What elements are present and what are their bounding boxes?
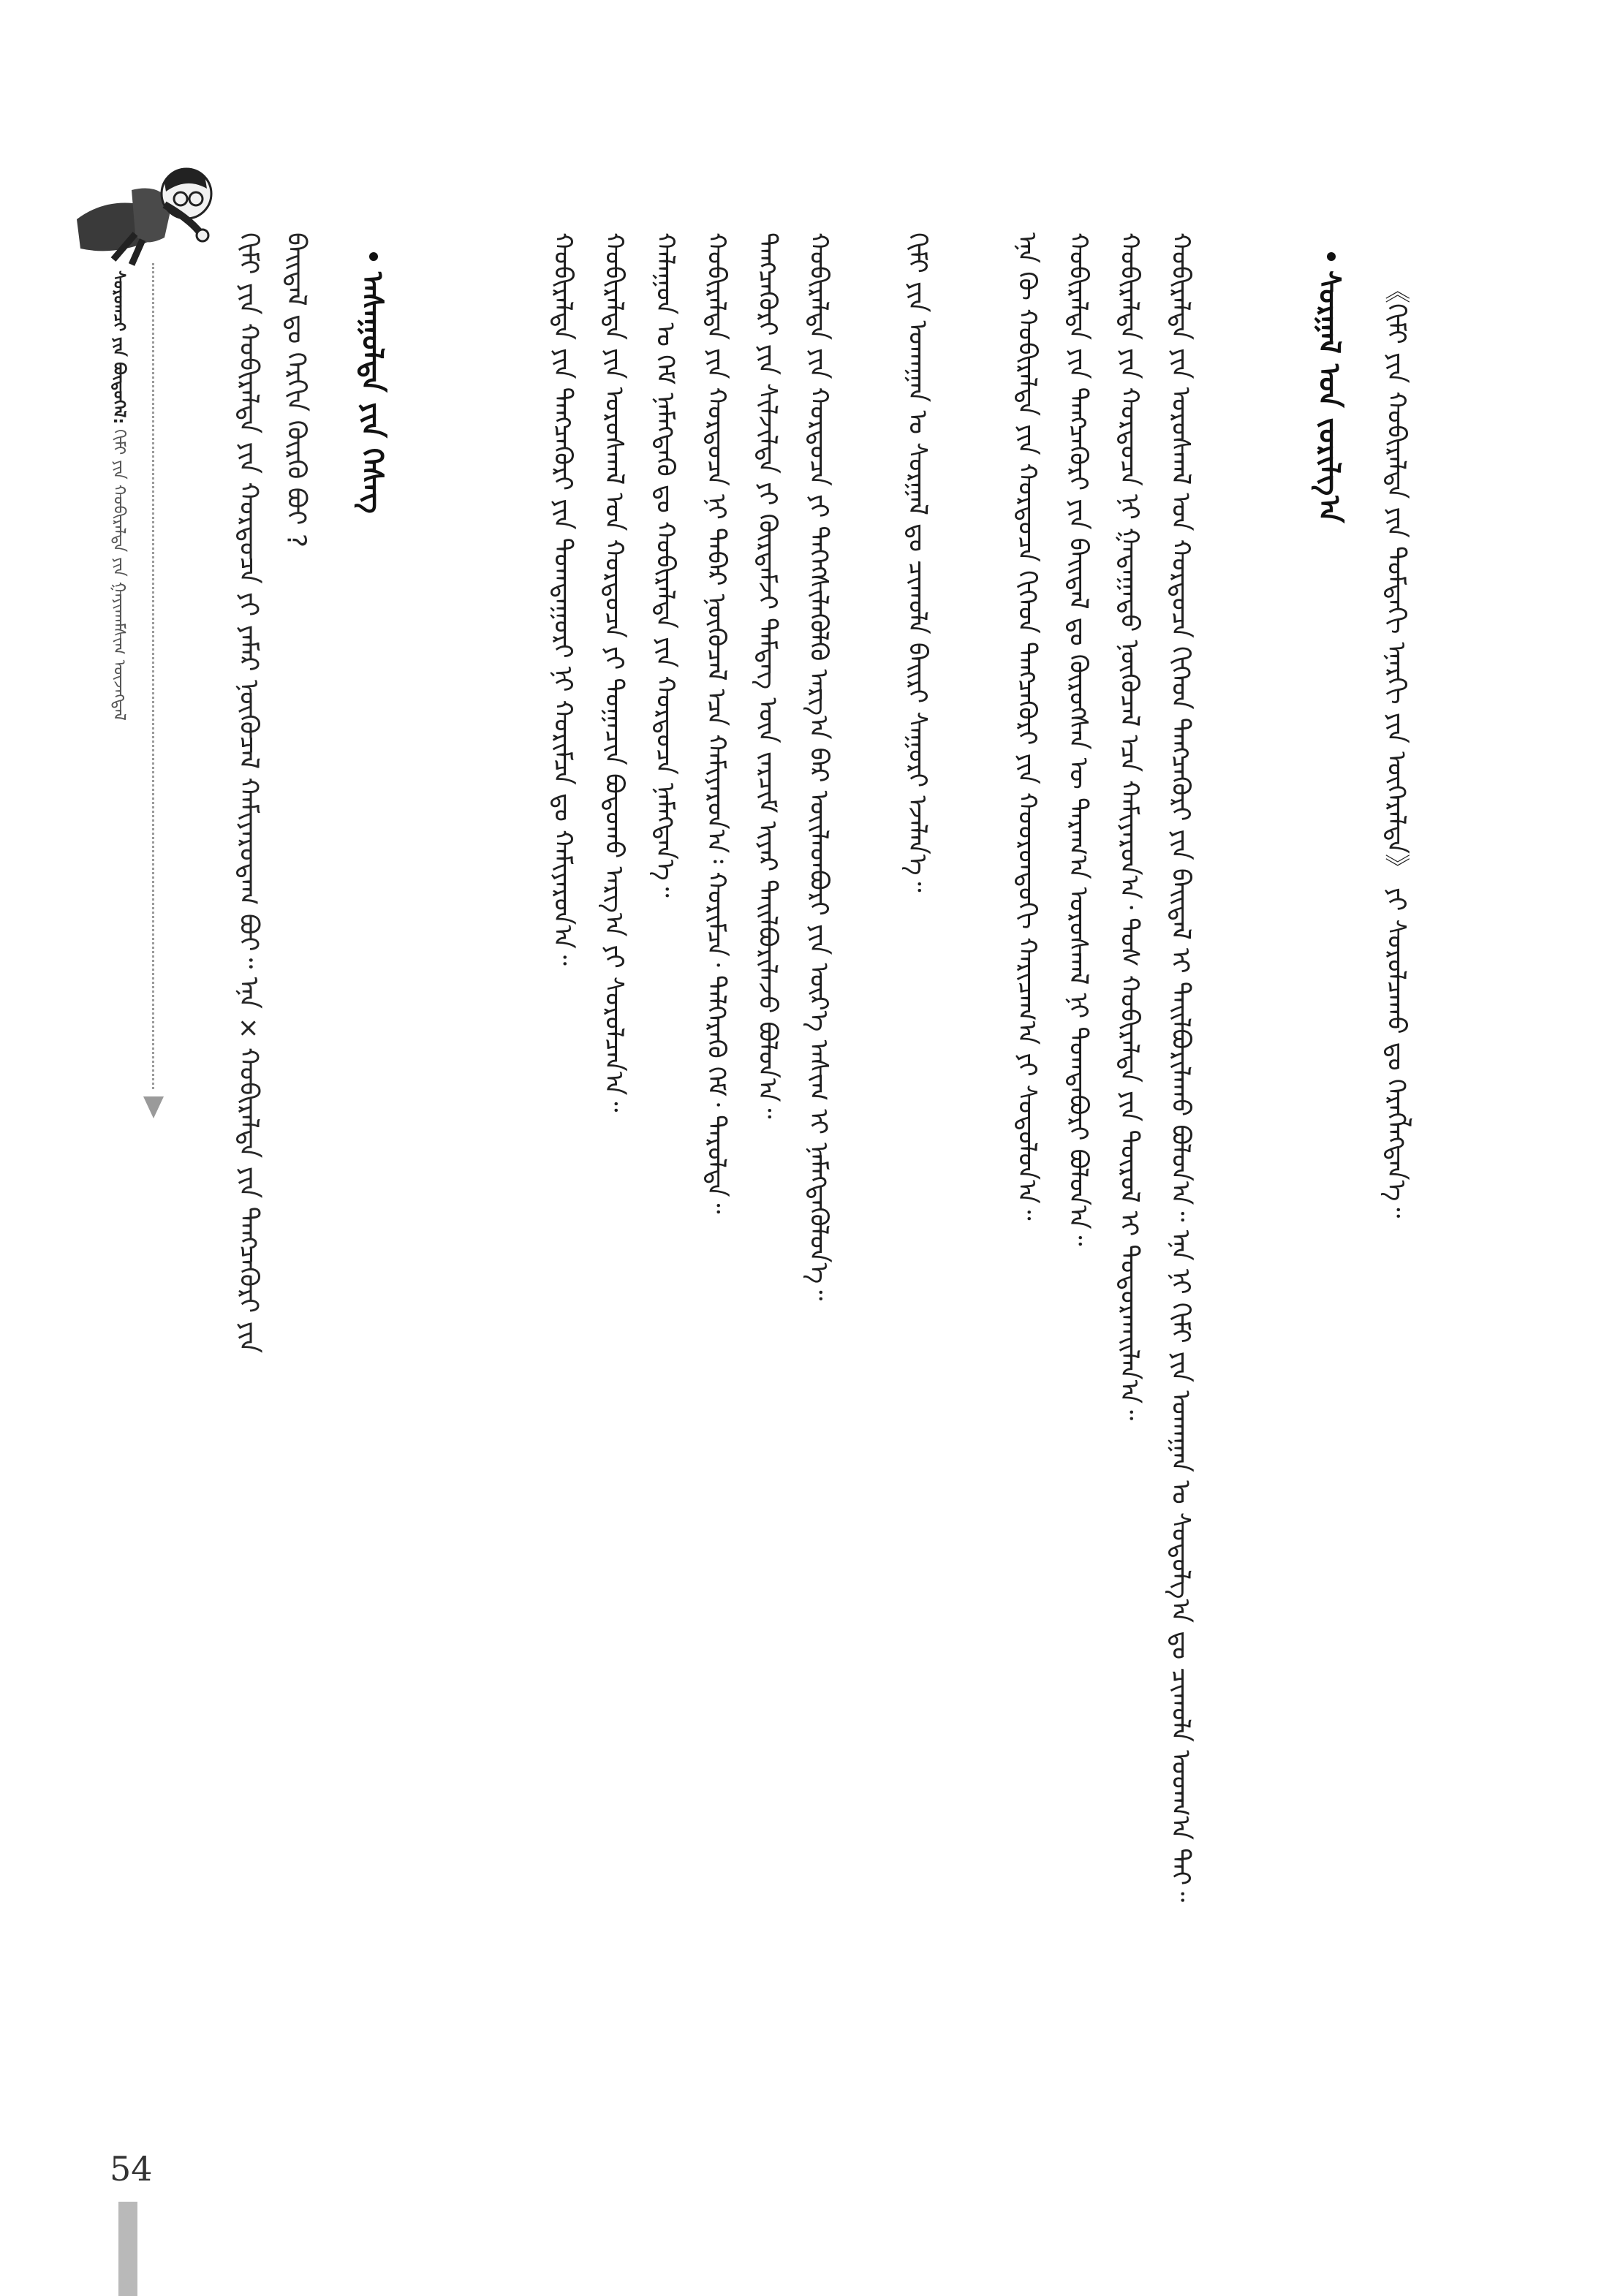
running-header [110, 270, 154, 1089]
page-edge-tab [118, 2202, 137, 2296]
questions-heading: ᠠᠰᠠᠭᠤᠯᠲᠠ ᠶᠢᠨ ᠬᠡᠰᠡᠭ [355, 272, 389, 514]
paragraph-col-5: ᠬᠢᠮᠢ ᠶᠢᠨ ᠤᠬᠠᠭᠠᠨ ᠤ ᠰᠤᠷᠭᠠᠯ ᠳᠤ ᠴᠢᠬᠤᠯᠠ ᠪᠠᠢᠷᠢ ᠰᠠᠭᠤᠷᠢ ᠡᠵᠡᠯᠡᠨ᠎ᠡ᠃ [902, 232, 932, 893]
section-heading-bullet [1327, 252, 1336, 261]
paragraph-col-7: ᠲᠡᠩᠴᠡᠭᠦᠷᠢ ᠶᠢᠨ ᠰᠢᠯᠵᠢᠯᠲᠡ ᠶᠢ ᠬᠦᠷᠲᠡᠮᠵᠢ ᠲᠡᠮᠳᠡᠭ ᠦᠨ ᠵᠠᠷᠴᠢᠮ ᠢᠶᠠᠷ ᠲᠠᠢᠯᠪᠤᠷᠢᠯᠠᠵᠤ ᠪᠣᠯᠤᠨ᠎ᠠ᠃ [752, 232, 782, 1119]
paragraph-col-9: ᠬᠠᠯᠠᠭᠤᠨ ᠤ ᠬᠡᠮ ᠨᠡᠮᠡᠭᠳᠡᠬᠦ ᠳᠤ ᠬᠤᠪᠢᠷᠠᠯᠲᠠ ᠶᠢᠨ ᠬᠤᠷᠳᠤᠴᠠ ᠨᠡᠮᠡᠭᠳᠡᠨ᠎ᠡ᠃ [650, 232, 680, 898]
questions-heading-bullet [369, 252, 378, 261]
question-line-2: ᠪᠠᠢᠳᠠᠯ ᠳᠤ ᠬᠡᠷᠬᠢᠨ ᠬᠦᠷᠬᠦ ᠪᠤᠢ ? [281, 232, 311, 548]
paragraph-col-6: ᠬᠤᠪᠢᠷᠠᠯᠲᠠ ᠶᠢᠨ ᠬᠤᠷᠳᠤᠴᠠ ᠶᠢ ᠳᠡᠭᠡᠭᠰᠢᠯᠡᠭᠦᠯᠬᠦ ᠠᠷᠭ᠎ᠠ ᠪᠠᠷ ᠦᠢᠯᠡᠳᠪᠦᠷᠢ ᠶᠢᠨ ᠦᠷ᠎ᠡ ᠠᠰᠢᠭ ᠢ ᠨᠡᠮᠡᠭᠳᠡᠭᠦᠯᠦᠨ᠎ᠡ᠃ [803, 232, 833, 1301]
paragraph-col-1: ᠬᠤᠪᠢᠷᠠᠯᠲᠠ ᠶᠢᠨ ᠤᠷᠤᠰᠬᠠᠯ ᠤᠨ ᠬᠤᠷᠳᠤᠴᠠ ᠬᠢᠭᠡᠳ ᠲᠡᠩᠴᠡᠭᠦᠷᠢ ᠶᠢᠨ ᠪᠠᠢᠳᠠᠯ ᠢ ᠲᠠᠢᠯᠪᠤᠷᠢᠯᠠᠬᠤ ᠪᠤᠯᠤᠨ᠎ᠠ᠃ ᠡᠨᠡ ᠨᠢ ᠬᠢᠮᠢ ᠶᠢᠨ ᠤᠬᠠᠭᠠᠨ ᠤ ᠰᠤᠳᠤᠯᠭ᠎ᠠ ᠳᠤ ᠴᠢᠬᠤᠯᠠ ᠤᠳᠬ᠎ᠠ ᠲᠠᠢ᠃ [1165, 232, 1195, 1903]
header-title: ᠬᠢᠮᠢ ᠶᠢᠨ ᠬᠤᠪᠢᠷᠠᠯᠲᠠ ᠶᠢᠨ ᠭᠠᠶᠢᠬᠠᠮᠰᠢᠭ ᠦᠵᠡᠭᠳᠡᠯ [110, 429, 129, 721]
page-number: 54 [110, 2149, 153, 2189]
header-dotted-line [152, 263, 154, 1089]
paragraph-col-8: ᠬᠤᠪᠢᠷᠠᠯᠲᠠ ᠶᠢᠨ ᠬᠤᠷᠳᠤᠴᠠ ᠨᠢ ᠲᠠᠪᠠᠷ ᠨᠥᠬᠦᠴᠡᠯ ᠡᠴᠡ ᠬᠠᠮᠢᠶᠠᠷᠤᠨ᠎ᠠ᠄ ᠬᠣᠷᠢᠮᠴᠠ᠂ ᠳᠡᠯᠬᠡᠷᠡᠬᠦ ᠬᠡᠮ᠂ ᠳᠠᠷᠤᠯᠲᠠ᠃ [701, 232, 731, 1214]
paragraph-col-3: ᠬᠤᠪᠢᠷᠠᠯᠲᠠ ᠶᠢᠨ ᠲᠡᠩᠴᠡᠭᠦᠷᠢ ᠶᠢᠨ ᠪᠠᠢᠳᠠᠯ ᠳᠤ ᠬᠦᠷᠦᠭᠰᠡᠨ ᠦ ᠳᠠᠷᠠᠭ᠎ᠠ ᠤᠷᠤᠰᠬᠠᠯ ᠨᠢ ᠲᠣᠭᠲᠠᠪᠤᠷᠢ ᠪᠣᠯᠤᠨ᠎ᠠ᠃ [1063, 232, 1093, 1246]
paragraph-col-4: ᠡᠨᠡ ᠬᠦ ᠬᠤᠪᠢᠷᠠᠯᠲᠠ ᠶᠢᠨ ᠬᠤᠷᠳᠤᠴᠠ ᠬᠢᠭᠡᠳ ᠲᠡᠩᠴᠡᠭᠦᠷᠢ ᠶᠢᠨ ᠬᠣᠣᠷᠤᠨᠳᠤᠬᠢ ᠬᠠᠷᠢᠴᠠᠭ᠎ᠠ ᠶᠢ ᠰᠤᠳᠤᠯᠤᠨ᠎ᠠ᠃ [1012, 232, 1042, 1221]
paragraph-col-11: ᠬᠤᠪᠢᠷᠠᠯᠲᠠ ᠶᠢᠨ ᠲᠡᠩᠴᠡᠭᠦᠷᠢ ᠶᠢᠨ ᠲᠣᠭᠲᠠᠭᠤᠷᠢ ᠨᠢ ᠬᠣᠷᠢᠮᠴᠠ ᠳᠤ ᠬᠠᠮᠢᠶᠠᠷᠤᠨ᠎ᠠ᠃ [548, 232, 578, 966]
paragraph-col-10: ᠬᠤᠪᠢᠷᠠᠯᠲᠠ ᠶᠢᠨ ᠤᠷᠤᠰᠬᠠᠯ ᠤᠨ ᠬᠤᠷᠳᠤᠴᠠ ᠶᠢ ᠲᠣᠭᠠᠴᠢᠨ ᠪᠣᠳᠣᠬᠤ ᠠᠷᠭ᠎ᠠ ᠶᠢ ᠰᠤᠷᠤᠯᠴᠠᠨ᠎ᠠ᠃ [599, 232, 629, 1113]
paragraph-col-2: ᠬᠤᠪᠢᠷᠠᠯᠲᠠ ᠶᠢᠨ ᠬᠤᠷᠳᠤᠴᠠ ᠨᠢ ᠭᠠᠳᠠᠭᠠᠳᠤ ᠨᠥᠬᠦᠴᠡᠯ ᠡᠴᠡ ᠬᠠᠮᠢᠶᠠᠷᠤᠨ᠎ᠠ᠂ ᠲᠤᠰ ᠬᠤᠪᠢᠷᠠᠯᠲᠠ ᠶᠢᠨ ᠲᠦᠷᠦᠯ ᠢ ᠲᠣᠳᠤᠷᠬᠠᠢᠯᠠᠨ᠎ᠠ᠃ [1114, 232, 1144, 1421]
header-arrow-icon [143, 1096, 164, 1118]
mascot-illustration [62, 132, 216, 270]
header-label: ᠰᠤᠷᠤᠭᠴᠢ ᠶᠢᠨ ᠪᠦᠲᠦᠭᠡᠯ: [110, 270, 129, 425]
section-heading: ᠰᠤᠷᠭᠠᠯ ᠤᠨ ᠵᠣᠷᠢᠯᠭ᠎ᠠ [1312, 270, 1346, 523]
question-line-1: ᠬᠢᠮᠢ ᠶᠢᠨ ᠬᠤᠪᠢᠷᠠᠯᠲᠠ ᠶᠢᠨ ᠬᠤᠷᠳᠤᠴᠠ ᠶᠢ ᠶᠠᠮᠠᠷ ᠨᠥᠬᠦᠴᠡᠯ ᠬᠠᠮᠢᠶᠠᠷᠤᠳᠠᠭ ᠪᠤᠢ᠃ ᠡᠨᠡ × ᠬᠤᠪᠢᠷᠠᠯᠲᠠ ᠶᠢᠨ ᠲᠡᠩᠴᠡᠭᠦᠷᠢ ᠶᠢᠨ [233, 232, 264, 1354]
paragraph-col-0: 《ᠬᠢᠮᠢ ᠶᠢᠨ ᠬᠤᠪᠢᠷᠠᠯᠲᠠ ᠶᠢᠨ ᠳᠤᠮᠳᠠᠬᠢ ᠡᠨᠡᠷᠭᠢ ᠶᠢᠨ ᠥᠭᠡᠷᠡᠯᠲᠡ》 ᠶᠢ ᠰᠤᠷᠤᠯᠴᠠᠬᠤ ᠳᠤ ᠬᠡᠷᠡᠭᠯᠡᠭᠳᠡᠨ᠎ᠡ᠃ [1381, 278, 1411, 1219]
